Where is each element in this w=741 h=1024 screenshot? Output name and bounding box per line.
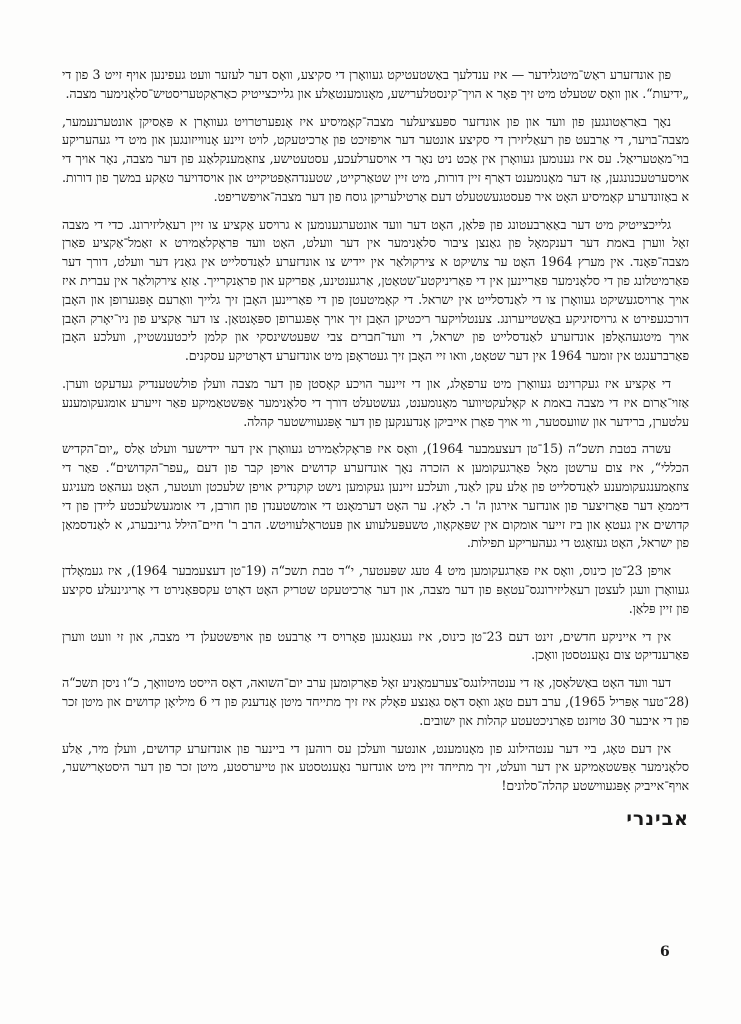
paragraph-7: אין די אייניקע חדשים, זינט דעם 23־טן כינוס, איז געגאַנגען פאָרויס די אַרבעט פון אויפשטעלן די מצבה, און זי וועט ווערן פאַרענדיקט צום נאָענטסטן וואָכן. xyxy=(62,628,689,663)
author-signature: אבינרי xyxy=(626,807,689,830)
paragraph-5: עשרה בטבת תשכ“ה (15־טן דעצעמבער 1964), וואָס איז פּראָקלאַמירט געוואָרן אין דער יידישער וועלט אַלס „יום־הקדיש הכללי“, איז צום ערשטן מאָל פאַרגעקומען א הזכרה נאָך אונדזערע קדושים אויפן קבר פון דעם „עפר־הקדושים“. פאַר די צוזאַמענגעקומענע לאַנדסלייט פון אַלע עקן לאַנד, וועלכע זיינען געקומען נישט קוקנדיק אויפן שלעכטן וועטער, האָט געהאַט מעניגע דיממאַ דער פאַרזיצער פון אונדזער אירגון ה' ר. לאַץ. ער האָט דערמאָנט די אומשטענדן פון חורבן, די אומגעשלעכטע ליידן פון די קדושים אין געטאָ און ביז זייער אומקום אין שפּאַקאָוו, טשעפּעלעווע און פּעטראַלעוויטש. הרב ר' חיים־הילל גרינבערג, א לאַנדסמאַן פון ישראל, האָט געזאָגט די געהעריקע תפילות. xyxy=(62,441,689,551)
paragraph-9: אין דעם טאָג, ביי דער ענטהילונג פון מאָנומענט, אונטער וועלכן עס רוהען די ביינער פון אונדזערע קדושים, וועלן מיר, אַלע סלאָנימער אַפּשטאַמיקע אין דער וועלט, זיך מתייחד זיין מיט אונדזער נאָענטסטע און טייערסטע, מיטן זכר פון דער היסטאָרישער, אויף־אייביק אָפּגעווישטע קהלה־סלונים! xyxy=(62,740,689,794)
paragraph-8: דער וועד האָט באַשלאָסן, אַז די ענטהילונגס־צערעמאָניע זאָל פאַרקומען ערב יום־השואה, דאָס הייסט מיטוואָך, כ“ו ניסן תשכ“ה (28־טער אַפּריל 1965), ערב דעם טאָג וואָס דאָס גאַנצע פאָלק איז זיך מתייחד מיטן אָנדענק פון די 6 מיליאָן קדושים און מיטן זכר פון די איבער 30 טויזנט פאַרניכטעטע קהלות און ישובים. xyxy=(62,675,689,728)
page-number: 6 xyxy=(660,944,670,960)
paragraph-6: אויפן 23־טן כינוס, וואָס איז פאַרגעקומען מיט 4 טעג שפּעטער, י“ד טבת תשכ“ה (19־טן דעצעמבער 1964), איז געמאָלדן געוואָרן וועגן לעצטן רעאַליזירונגס־עטאַפּ פון דער מצבה, און דער אַרכיטעקט שטריק האָט דאָרט עקספּאָנירט די אָריגינעלע סקיצע פון זיין פּלאַן. xyxy=(62,563,689,616)
article-body xyxy=(62,66,689,796)
paragraph-3: גלייכצייטיק מיט דער באַאַרבעטונג פון פּלאַן, האָט דער וועד אונטערגענומען א גרויסע אַקציע צו זיין רעאַליזירונג. כדי די מצבה זאָל ווערן באמת דער דענקמאָל פון גאַנצן ציבור סלאָנימער אין דער וועלט, האָט וועד פּראָקלאַמירט א זאַמל־אַקציע פאַרן מצבה־פאָנד. אין מערץ 1964 האָט ער צושיקט א צירקולאַר אין יידיש צו אונדזערע לאַנדסלייט אין גאַנץ דער וועלט, דורך דער פאַרמיטלונג פון די סלאָנימער פאַריינען אין די פאַריניקטע־שטאַטן, אַרגענטינע, אַפריקע און פראַנקרייך. אַזאַ צירקולאַר אין עברית איז אויך אַרויסגעשיקט געוואָרן צו די לאַנדסלייט אין ישראל. די קאָמיטעטן פון די פאַריינען האָבן זיך גלייך וואַרעם אָפּגערופן און האָבן דורכגעפירט א גרויסזיגיקע באַשטייערונג. צענטלויקער ריכטיקן האָבן זיך אויך אָפּגערופן ספּאָנטאַן. צו דער אַקציע פון ניו־יאָרק האָבן אויך מיטגעהאָלפן אונדזערע לאַנדסלייט פון ישראל, די וועד־חברים צבי שפּעטשינסקי און קלמן ליכטענשטיין, וועלכע האָבן פאַרברענגט אין זומער 1964 אין דער שטאָט, וואו זיי האָבן זיך געטראָפן מיט אונדזערע דאָרטיקע עסקנים. xyxy=(62,216,689,364)
paragraph-1: פון אונדזערע ראַש־מיטגלידער — איז ענדלעך באַשטעטיקט געוואָרן די סקיצע, וואָס דער לעזער וועט געפינען אויף זייט 3 פון די „ידיעות“. און וואָס שטעלט מיט זיך פאָר א הויך־קינסטלערישע, מאָנומענטאַלע און גלייכצייטיק כאַראַקטעריסטיש־סלאָנימער מצבה. xyxy=(62,67,689,101)
paragraph-2: נאָך באַראַטונגען פון וועד און פון אונדזער ספּעציעלער מצבה־קאָמיסיע איז אָנפערטרויט געוואָרן א פּאַסיקן אונטערנעמער, מצבה־בויער, די אַרבעט פון רעאַליזירן די סקיצע אונטער דער אויפזיכט פון אַרכיטעקט, לויט זיינע אָנווייזונגען און מיט די געהעריקע בוי־מאַטעריאַל. עס איז גענומען געוואָרן אין אַכט ניט נאָר די אויסערלעכע, עסטעטישע, צוזאַמענקלאַנג פון דער מצבה, נאָר אויך די אויסערטעכנונגען, אַז דער מאָנומענט דאַרף זיין דורות, מיט זיין שטאַרקייט, שטענדהאַפטיקייט און אויסדויער טאַקע במשך פון דורות. א באַזונדערע קאָמיסיע האָט איר פעסטגעשטעלט דעם אַרטילעריקן גוסח פון דער מצבה־אויפשריפט. xyxy=(62,113,689,204)
paragraph-4: די אַקציע איז געקרוינט געוואָרן מיט ערפאָלג, און די זיינער הויכע קאָסטן פון דער מצבה וועלן פולשטענדיק געדעקט ווערן. אַזוי־אַרום איז די מצבה באמת א קאָלעקטיווער מאָנומענט, געשטעלט דורך די סלאָנימער אַפּשטאַמיקע פאַר זייערע אומגעקומענע עלטערן, ברידער און שוועסטער, ווי אויך פאַרן אייביקן אָנדענקען פון דער אָפּגעווישטער קהלה. xyxy=(62,375,689,429)
document-page xyxy=(62,66,689,830)
